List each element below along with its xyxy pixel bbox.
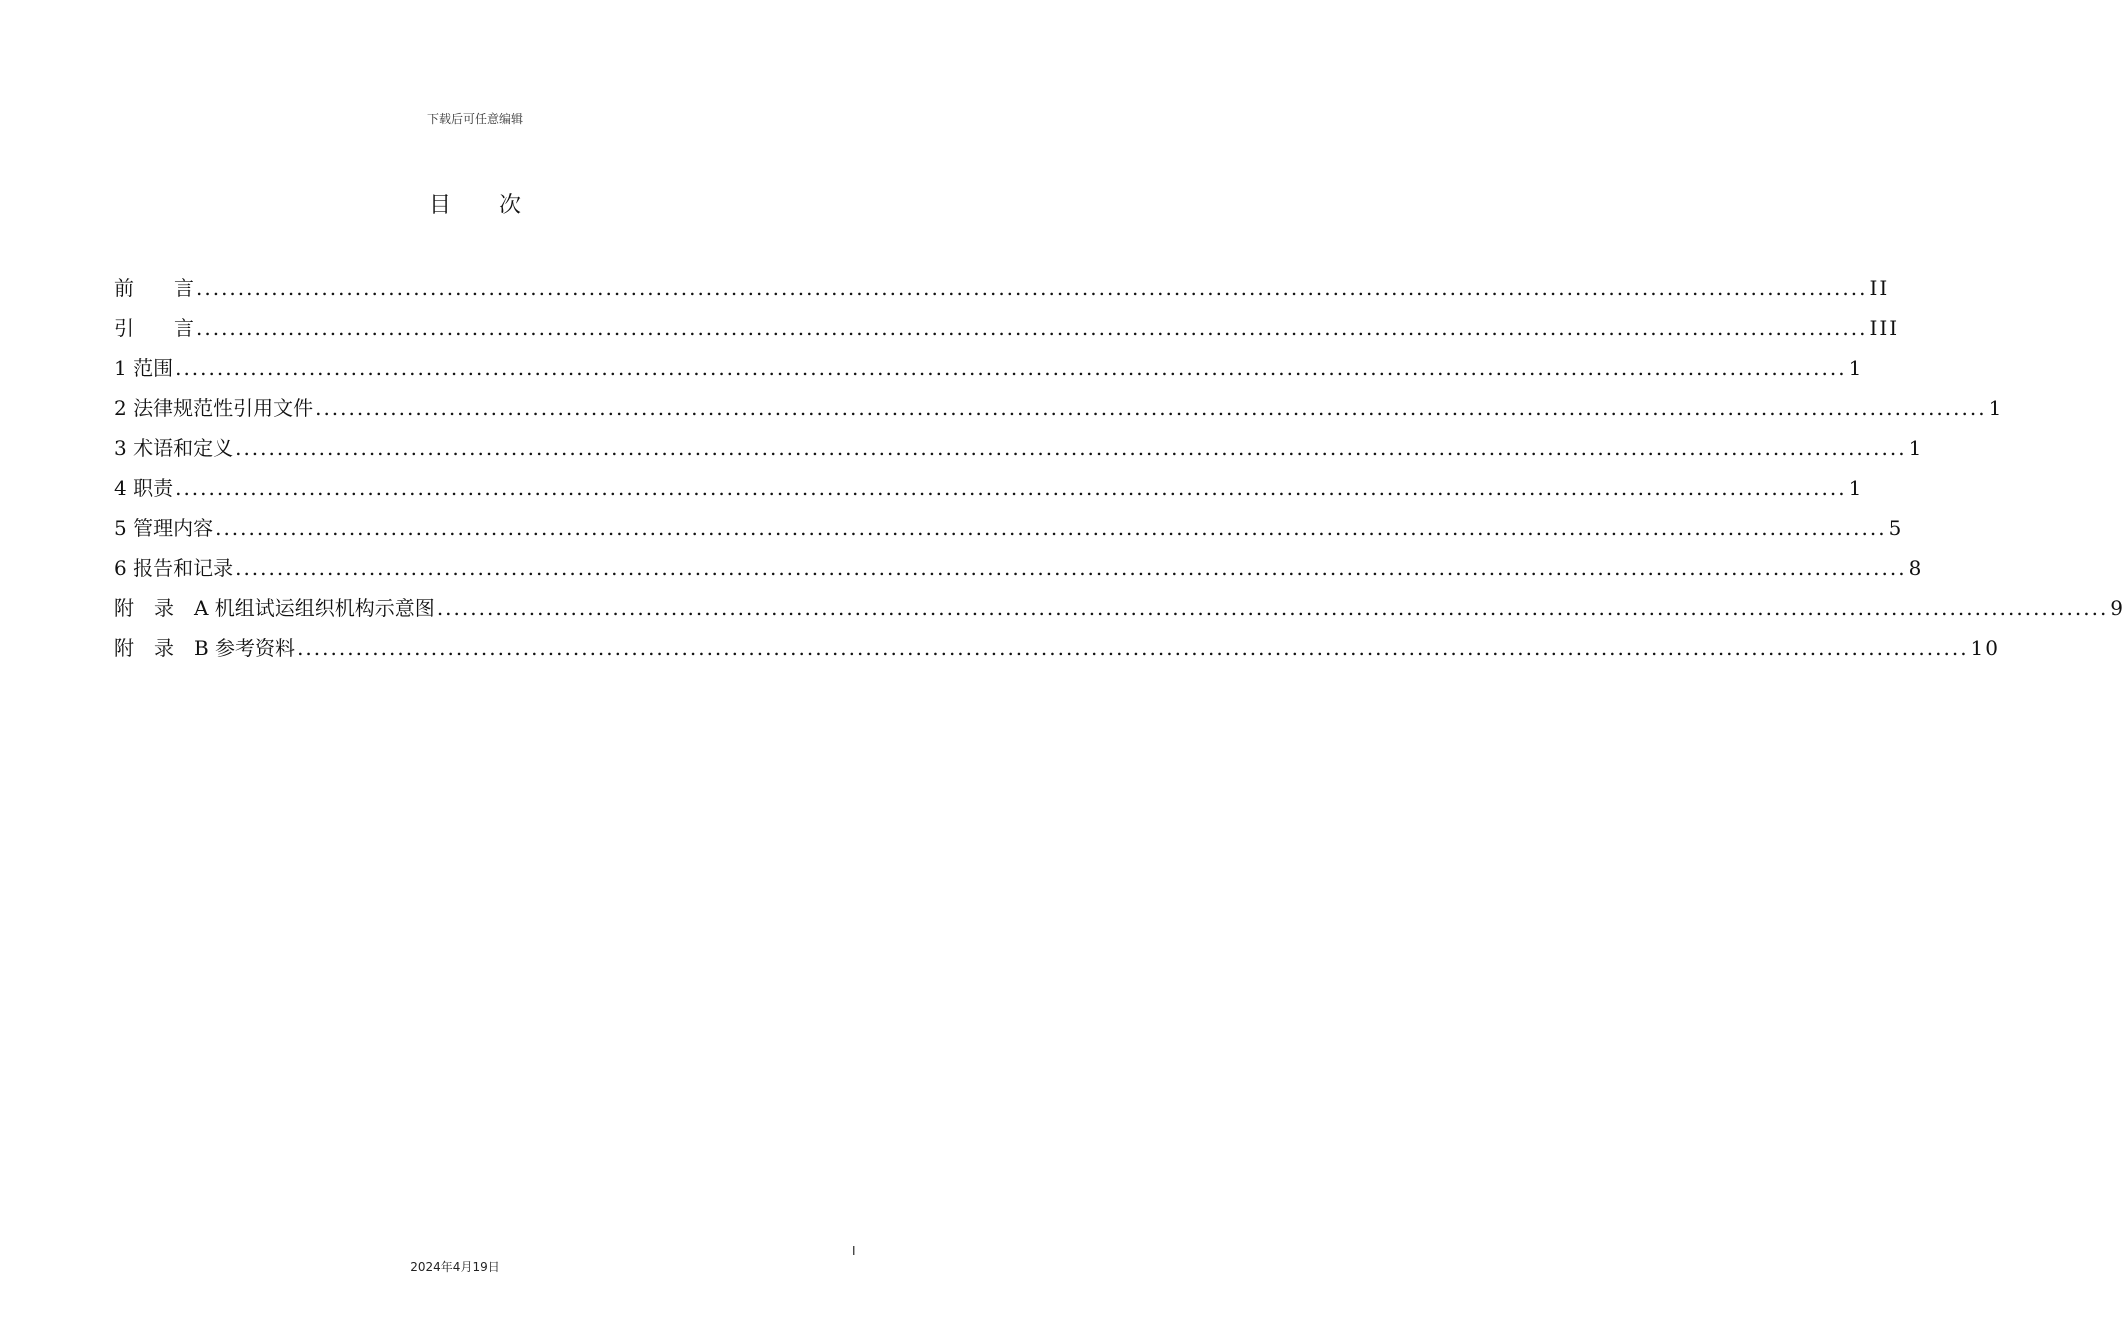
toc-entry-label: 5 管理内容 [114,516,214,540]
toc-entry[interactable] [114,592,2125,632]
toc-entry[interactable] [114,392,2004,432]
header-note: 下载后可任意编辑 [426,112,523,126]
toc-entry[interactable] [114,512,1904,552]
toc-entry[interactable] [114,352,1864,392]
toc-list [114,272,2125,672]
toc-entry[interactable] [114,272,1890,312]
toc-entry-page: III [1869,316,1900,340]
toc-entry[interactable] [114,552,1924,592]
toc-entry-label: 引 言 [114,316,194,340]
toc-title-left: 目 [428,193,451,218]
page-number: I [852,1244,856,1258]
toc-entry[interactable] [114,632,2000,672]
toc-entry-label: 附 录 A 机组试运组织机构示意图 [114,596,435,620]
toc-dot-leader: ........................................................................................................................................................................................................ [175,476,1847,500]
toc-entry-page: 10 [1970,636,2000,660]
toc-entry-page: 1 [1908,436,1924,460]
toc-dot-leader: ........................................................................................................................................................................................................ [235,436,1907,460]
toc-entry-label: 附 录 B 参考资料 [114,636,296,660]
toc-title [0,188,950,219]
toc-entry[interactable] [114,312,1900,352]
toc-dot-leader: ........................................................................................................................................................................................................ [175,356,1847,380]
toc-entry-label: 前 言 [114,276,194,300]
toc-entry-page: II [1869,276,1890,300]
toc-entry[interactable] [114,472,1864,512]
toc-dot-leader: ........................................................................................................................................................................................................ [436,596,2109,620]
toc-entry-page: 9 [2110,596,2125,620]
toc-entry-label: 4 职责 [114,476,174,500]
toc-dot-leader: ........................................................................................................................................................................................................ [196,276,1868,300]
toc-dot-leader: ........................................................................................................................................................................................................ [235,556,1907,580]
toc-dot-leader: ........................................................................................................................................................................................................ [315,396,1987,420]
toc-entry-page: 1 [1988,396,2004,420]
toc-entry-label: 2 法律规范性引用文件 [114,396,314,420]
toc-entry-page: 1 [1848,476,1864,500]
toc-entry-page: 1 [1848,356,1864,380]
toc-dot-leader: ........................................................................................................................................................................................................ [215,516,1887,540]
toc-entry-label: 6 报告和记录 [114,556,234,580]
footer-date: 2024年4月19日 [410,1260,500,1274]
toc-entry[interactable] [114,432,1924,472]
toc-entry-page: 8 [1908,556,1924,580]
toc-entry-label: 1 范围 [114,356,174,380]
toc-dot-leader: ........................................................................................................................................................................................................ [196,316,1868,340]
toc-entry-label: 3 术语和定义 [114,436,234,460]
toc-dot-leader: ........................................................................................................................................................................................................ [297,636,1969,660]
toc-title-right: 次 [499,193,522,218]
toc-entry-page: 5 [1888,516,1904,540]
